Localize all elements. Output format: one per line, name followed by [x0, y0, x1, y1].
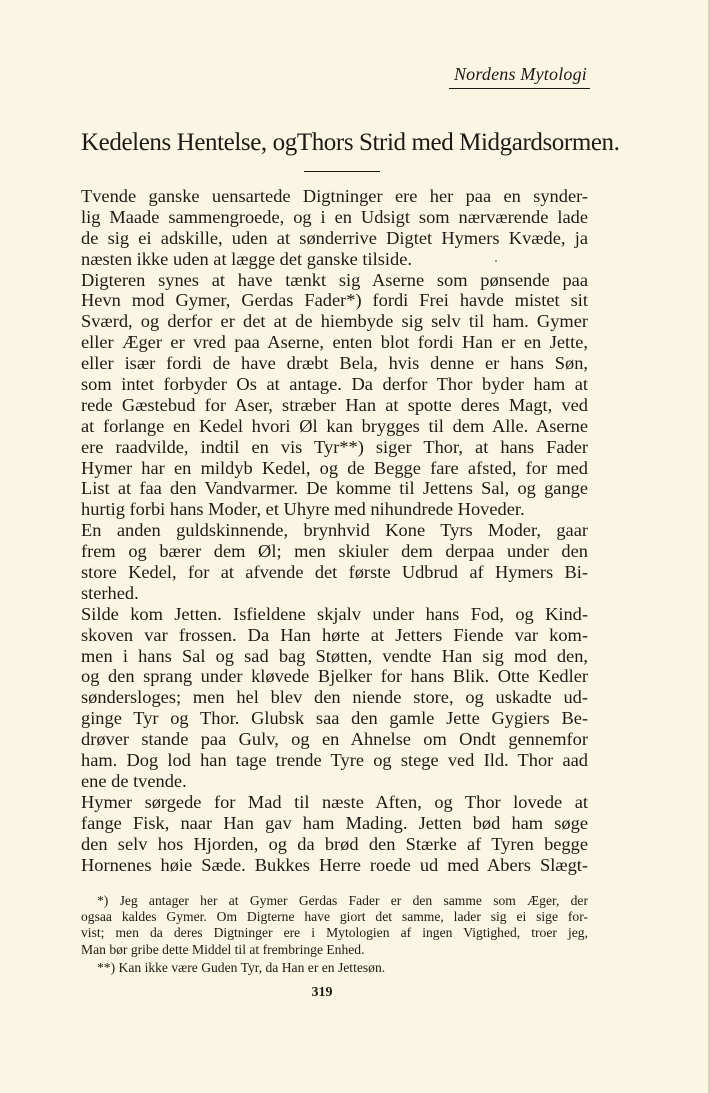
text-line: Tvende ganske uensartede Digtninger ere her paa en synder- — [81, 186, 588, 206]
text-line: søndersloges; men hel blev den niende store, og uskadte ud- — [81, 687, 588, 708]
text-line: store Kedel, for at afvende det første Udbrud af Hymers Bi- — [81, 562, 588, 583]
footnote-line: **) Kan ikke være Guden Tyr, da Han er en Jettesøn. — [97, 959, 386, 975]
text-line: ene de tvende. — [81, 770, 187, 791]
text-line: men i hans Sal og sad bag Støtten, vendte Han sig mod den, — [81, 645, 588, 666]
text-line: Silde kom Jetten. Isfieldene skjalv under hans Fod, og Kind- — [81, 603, 588, 624]
text-line: næsten ikke uden at lægge det ganske tilside. — [81, 248, 412, 269]
text-line: drøver stande paa Gulv, og en Ahnelse om Ondt gennemfor — [81, 729, 588, 750]
text-line: skoven var frossen. Da Han hørte at Jetters Fiende var kom- — [81, 624, 588, 645]
header-rule — [449, 88, 590, 89]
footnotes — [81, 893, 588, 976]
text-line: rede Gæstebud for Aser, stræber Han at spotte deres Magt, ved — [81, 394, 588, 415]
text-line: ham. Dog lod han tage trende Tyre og stege ved Ild. Thor aad — [81, 750, 588, 771]
text-line: ere raadvilde, indtil en vis Tyr**) siger Thor, at hans Fader — [81, 436, 588, 457]
text-line: En anden guldskinnende, brynhvid Kone Tyrs Moder, gaar — [81, 520, 588, 541]
text-line: ginge Tyr og Thor. Glubsk saa den gamle Jette Gygiers Be- — [81, 708, 588, 729]
text-line: Hymer har en mildyb Kedel, og de Begge fare afsted, for med — [81, 457, 588, 478]
footnote-line: Man bør gribe dette Middel til at frembringe Enhed. — [81, 941, 365, 957]
text-line: som intet forbyder Os at antage. Da derfor Thor byder ham at — [81, 374, 588, 395]
text-line: Hornenes høie Sæde. Bukkes Herre roede ud med Abers Slægt- — [81, 854, 588, 875]
text-line: og den sprang under kløvede Bjelker for hans Blik. Otte Kedler — [81, 666, 588, 687]
footnote-line: *) Jeg antager her at Gymer Gerdas Fader er den samme som Æger, der — [97, 893, 588, 908]
text-line: de sig ei adskille, uden at sønderrive Digtet Hymers Kvæde, ja — [81, 227, 588, 248]
text-line: Hevn mod Gymer, Gerdas Fader*) fordi Frei havde mistet sit — [81, 290, 588, 311]
text-line: Hymer sørgede for Mad til næste Aften, og Thor lovede at — [81, 791, 588, 812]
page-number: 319 — [311, 985, 333, 1000]
chapter-title: Kedelens Hentelse, ogThors Strid med Midgardsormen. — [81, 129, 620, 156]
text-line: fange Fisk, naar Han gav ham Mading. Jetten bød ham søge — [81, 812, 588, 833]
footnote-line: vist; men da deres Digtninger ere i Mytologien af ingen Vigtighed, troer jeg, — [81, 925, 588, 941]
text-line: frem og bærer dem Øl; men skiuler dem derpaa under den — [81, 541, 588, 562]
footnote-line: ogsaa kaldes Gymer. Om Digterne have giort det samme, lader sig ei sige for- — [81, 909, 588, 925]
text-line: at forlange en Kedel hvori Øl kan brygges til dem Alle. Aserne — [81, 415, 588, 436]
text-line: sterhed. — [81, 582, 139, 603]
title-rule — [304, 171, 380, 172]
text-line: hurtig forbi hans Moder, et Uhyre med nihundrede Hoveder. — [81, 499, 525, 520]
text-line: eller Æger er vred paa Aserne, enten blot fordi Han er en Jette, — [81, 332, 588, 353]
text-line: den selv hos Hjorden, og da brød den Stærke af Tyren begge — [81, 833, 588, 854]
running-header: Nordens Mytologi — [453, 64, 587, 84]
text-line: lig Maade sammengroede, og i en Udsigt som nærværende lade — [81, 206, 588, 227]
text-line: eller især fordi de have dræbt Bela, hvis denne er hans Søn, — [81, 353, 588, 374]
body-text — [81, 186, 588, 875]
text-line: List at faa den Vandvarmer. De komme til Jettens Sal, og gange — [81, 478, 588, 499]
text-line: Digteren synes at have tænkt sig Aserne som pønsende paa — [81, 269, 588, 290]
text-line: Sværd, og derfor er det at de hiembyde sig selv til ham. Gymer — [81, 311, 588, 332]
